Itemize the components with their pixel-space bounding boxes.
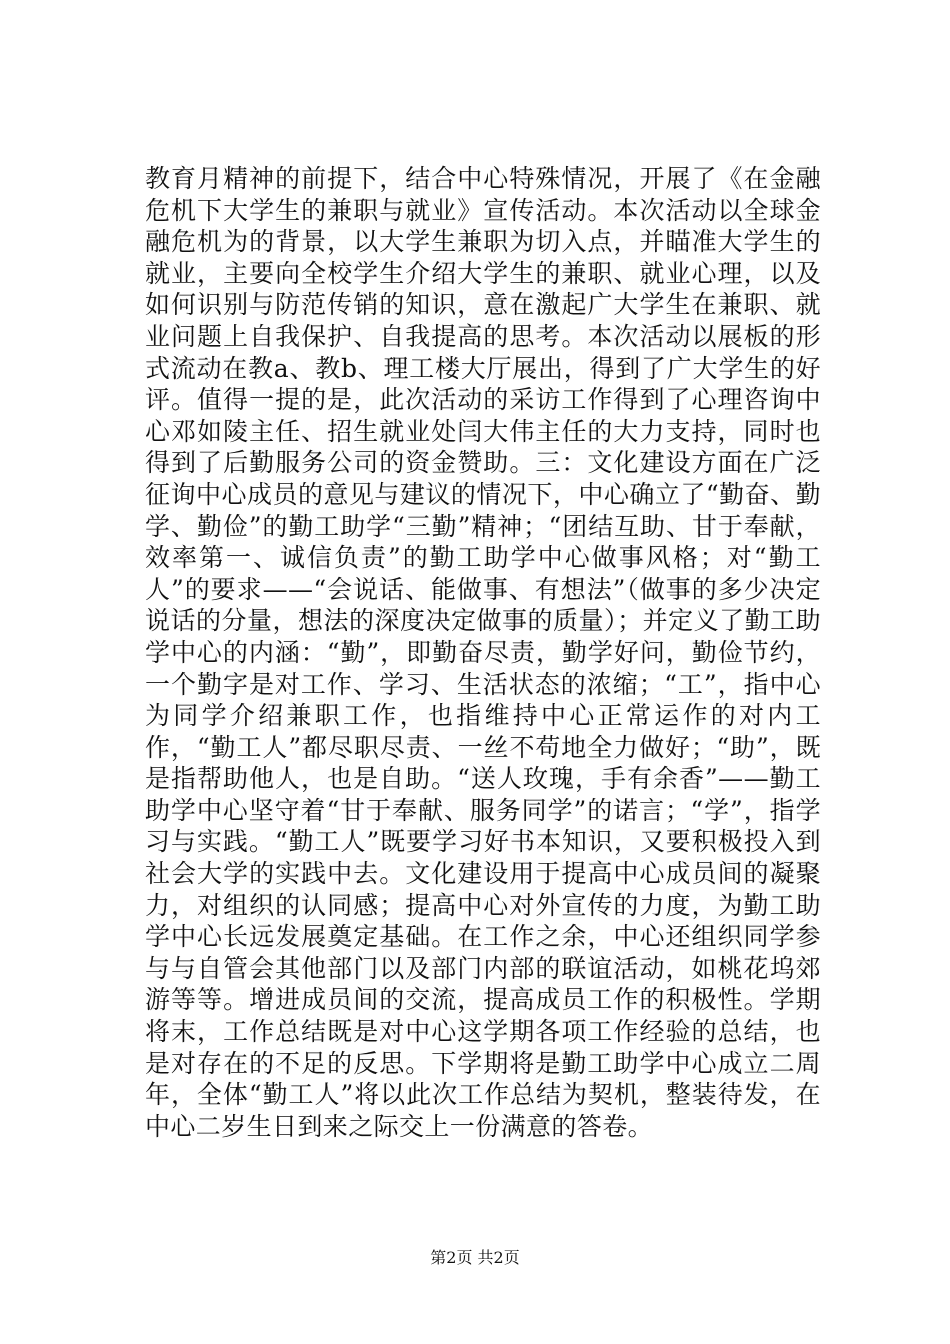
body-paragraph: 教育月精神的前提下，结合中心特殊情况，开展了《在金融危机下大学生的兼职与就业》宣传活动。本次活动以全球金融危机为的背景，以大学生兼职为切入点，并瞄准大学生的就业，主要向全校学生介绍大学生的兼职、就业心理，以及如何识别与防范传销的知识，意在激起广大学生在兼职、就业问题上自我保护、自我提高的思考。本次活动以展板的形式流动在教a、教b、理工楼大厅展出，得到了广大学生的好评。值得一提的是，此次活动的采访工作得到了心理咨询中心邓如陵主任、招生就业处闫大伟主任的大力支持，同时也得到了后勤服务公司的资金赞助。三：文化建设方面在广泛征询中心成员的意见与建议的情况下，中心确立了“勤奋、勤学、勤俭”的勤工助学“三勤”精神；“团结互助、甘于奉献，效率第一、诚信负责”的勤工助学中心做事风格；对“勤工人”的要求——“会说话、能做事、有想法”（做事的多少决定说话的分量，想法的深度决定做事的质量）；并定义了勤工助学中心的内涵：“勤”，即勤奋尽责，勤学好问，勤俭节约，一个勤字是对工作、学习、生活状态的浓缩；“工”，指中心为同学介绍兼职工作，也指维持中心正常运作的对内工作，“勤工人”都尽职尽责、一丝不苟地全力做好；“助”，既是指帮助他人，也是自助。“送人玫瑰，手有余香”——勤工助学中心坚守着“甘于奉献、服务同学”的诺言；“学”，指学习与实践。“勤工人”既要学习好书本知识，又要积极投入到社会大学的实践中去。文化建设用于提高中心成员间的凝聚力，对组织的认同感；提高中心对外宣传的力度，为勤工助学中心长远发展奠定基础。在工作之余，中心还组织同学参与与自管会其他部门以及部门内部的联谊活动，如桃花坞郊游等等。增进成员间的交流，提高成员工作的积极性。学期将末，工作总结既是对中心这学期各项工作经验的总结，也是对存在的不足的反思。下学期将是勤工助学中心成立二周年，全体“勤工人”将以此次工作总结为契机，整装待发，在中心二岁生日到来之际交上一份满意的答卷。 <box>145 164 821 1141</box>
page-footer: 第2页 共2页 <box>430 1248 520 1267</box>
